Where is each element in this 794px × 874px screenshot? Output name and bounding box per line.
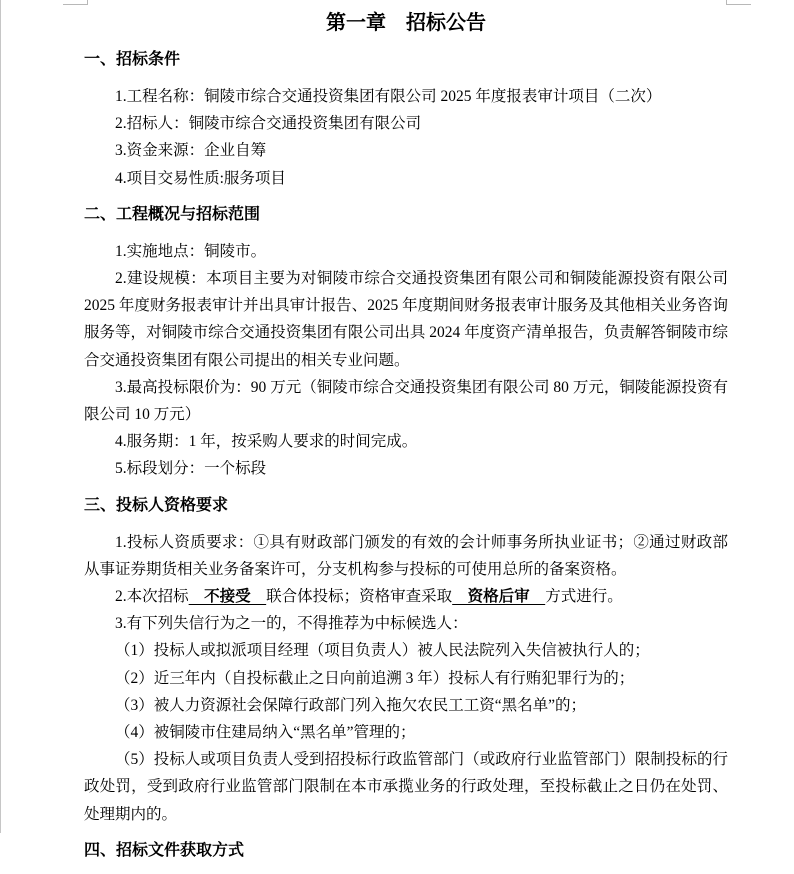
text-run: 方式进行。 bbox=[545, 588, 623, 606]
paragraph bbox=[84, 583, 728, 610]
paragraph bbox=[84, 692, 728, 719]
section-heading: 一、招标条件 bbox=[84, 51, 181, 68]
section-heading: 四、招标文件获取方式 bbox=[84, 841, 245, 859]
text-run: 3.最高投标限价为：90 万元（铜陵市综合交通投资集团有限公司 80 万元，铜陵能源投资有限公司 10 万元） bbox=[84, 378, 728, 424]
text-run: 2.建设规模：本项目主要为对铜陵市综合交通投资集团有限公司和铜陵能源投资有限公司 2025 年度财务报表审计并出具审计报告、2025 年度期间财务报表审计服务及其他相关业务咨询服务等，对铜陵市综合交通投资集团有限公司出具 2024 年度资产清单报告，负责解答铜陵市综合交通投资集团有限公司提出的相关专业问题。 bbox=[84, 270, 728, 369]
section-heading: 二、工程概况与招标范围 bbox=[84, 205, 261, 223]
text-boundary-mark-right bbox=[727, 4, 751, 5]
sections-container bbox=[84, 50, 728, 861]
paragraph bbox=[84, 637, 728, 664]
paragraph bbox=[84, 265, 728, 374]
text-run: 4.服务期：1 年，按采购人要求的时间完成。 bbox=[115, 433, 418, 451]
paragraph bbox=[84, 665, 728, 692]
text-run: （3）被人力资源社会保障行政部门列入拖欠农民工工资“黑名单”的； bbox=[115, 696, 587, 714]
emphasized-underlined-text: 资格后审 bbox=[452, 588, 546, 606]
paragraph bbox=[84, 719, 728, 746]
paragraph bbox=[84, 746, 728, 828]
paragraph bbox=[84, 238, 728, 265]
text-run: 3.有下列失信行为之一的，不得推荐为中标候选人： bbox=[115, 615, 468, 633]
text-run: （2）近三年内（自投标截止之日向前追溯 3 年）投标人有行贿犯罪行为的； bbox=[115, 669, 635, 687]
emphasized-underlined-text: 不接受 bbox=[188, 588, 267, 606]
paragraph bbox=[84, 83, 728, 110]
paragraph bbox=[84, 110, 728, 137]
text-run: 5.标段划分：一个标段 bbox=[115, 460, 267, 478]
text-run: 1.工程名称：铜陵市综合交通投资集团有限公司 2025 年度报表审计项目（二次） bbox=[115, 88, 662, 105]
text-run: 3.资金来源：企业自筹 bbox=[115, 142, 267, 160]
text-run: 联合体投标；资格审查采取 bbox=[266, 588, 453, 606]
text-run: 2.本次招标 bbox=[115, 588, 189, 606]
text-run: 1.实施地点：铜陵市。 bbox=[115, 242, 267, 260]
text-run: 4.项目交易性质:服务项目 bbox=[115, 169, 286, 187]
section-heading: 三、投标人资格要求 bbox=[84, 496, 229, 514]
text-run: 1.投标人资质要求：①具有财政部门颁发的有效的会计师事务所执业证书；②通过财政部从事证券期货相关业务备案许可，分支机构参与投标的可使用总所的备案资格。 bbox=[84, 533, 728, 578]
paragraph bbox=[84, 137, 728, 164]
paragraph bbox=[84, 455, 728, 482]
paragraph bbox=[84, 165, 728, 192]
text-run: （1）投标人或拟派项目经理（项目负责人）被人民法院列入失信被执行人的； bbox=[115, 642, 650, 660]
document-body bbox=[84, 0, 728, 874]
paragraph bbox=[84, 610, 728, 637]
paragraph bbox=[84, 529, 728, 583]
text-run: （4）被铜陵市住建局纳入“黑名单”管理的； bbox=[115, 724, 416, 742]
text-run: 2.招标人：铜陵市综合交通投资集团有限公司 bbox=[115, 115, 422, 133]
text-run: （5）投标人或项目负责人受到招投标行政监管部门（或政府行业监管部门）限制投标的行政处罚，受到政府行业监管部门限制在本市承揽业务的行政处理，至投标截止之日仍在处罚、处理期内的。 bbox=[84, 751, 728, 823]
page-edge-line bbox=[0, 0, 1, 833]
paragraph bbox=[84, 428, 728, 455]
page-title: 第一章 招标公告 bbox=[326, 12, 486, 34]
paragraph bbox=[84, 374, 728, 428]
